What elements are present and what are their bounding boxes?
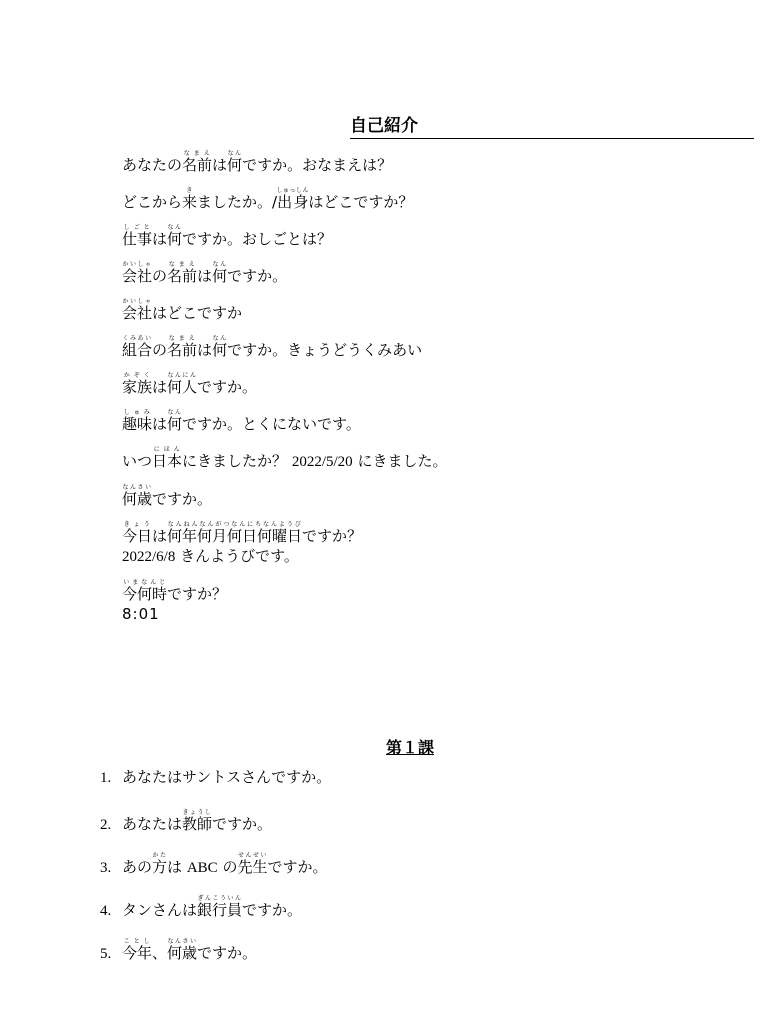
intro-answer-line: 2022/6/8 きんようびです。 [122,547,299,565]
lesson-question-list [100,770,700,981]
intro-line: あなたの名前なまえは何なんですか。おなまえは？ [122,150,393,174]
intro-line: 何歳なんさいですか。 [122,484,213,508]
lesson-title: 第１課 [385,738,434,757]
list-item: 5. 今年ことし、何歳なんさいですか。 [100,938,258,962]
intro-line: 組合くみあいの名前なまえは何なんですか。きょうどうくみあい [122,335,423,359]
today-date: 2022/6/8 [122,549,176,565]
intro-line: 家族かぞくは何人なんにんですか。 [122,372,258,396]
list-item: 1. あなたはサントスさんですか。 [100,768,332,786]
intro-question-list [122,150,742,621]
lesson-heading [0,738,768,758]
intro-line: いつ日本にほんにきましたか？ 2022/5/20 にきました。 [122,446,448,470]
intro-line: 今日きょうは何年何月何日何曜日なんねんなんがつなんにちなんようびですか？ [122,521,363,545]
list-item: 4. タンさんは銀行員ぎんこういんですか。 [100,895,303,919]
intro-line: 会社かいしゃはどこですか [122,298,243,322]
current-time: 8:01 [122,605,160,623]
intro-line: どこから来きましたか。/出身しゅっしんはどこですか？ [122,187,414,211]
intro-title: 自己紹介 [350,116,418,136]
intro-line: 仕事しごとは何なんですか。おしごとは？ [122,224,333,248]
arrival-date: 2022/5/20 [291,454,353,470]
intro-line: 趣味しゅみは何なんですか。とくにないです。 [122,409,361,433]
intro-heading [350,116,754,139]
list-item: 3. あの方かたは ABC の先生せんせいですか。 [100,852,328,876]
list-item: 2. あなたは教師きょうしですか。 [100,809,273,833]
intro-line: 会社かいしゃの名前なまえは何なんですか。 [122,261,288,285]
intro-line: 今何時いまなんじですか？ [122,579,228,603]
